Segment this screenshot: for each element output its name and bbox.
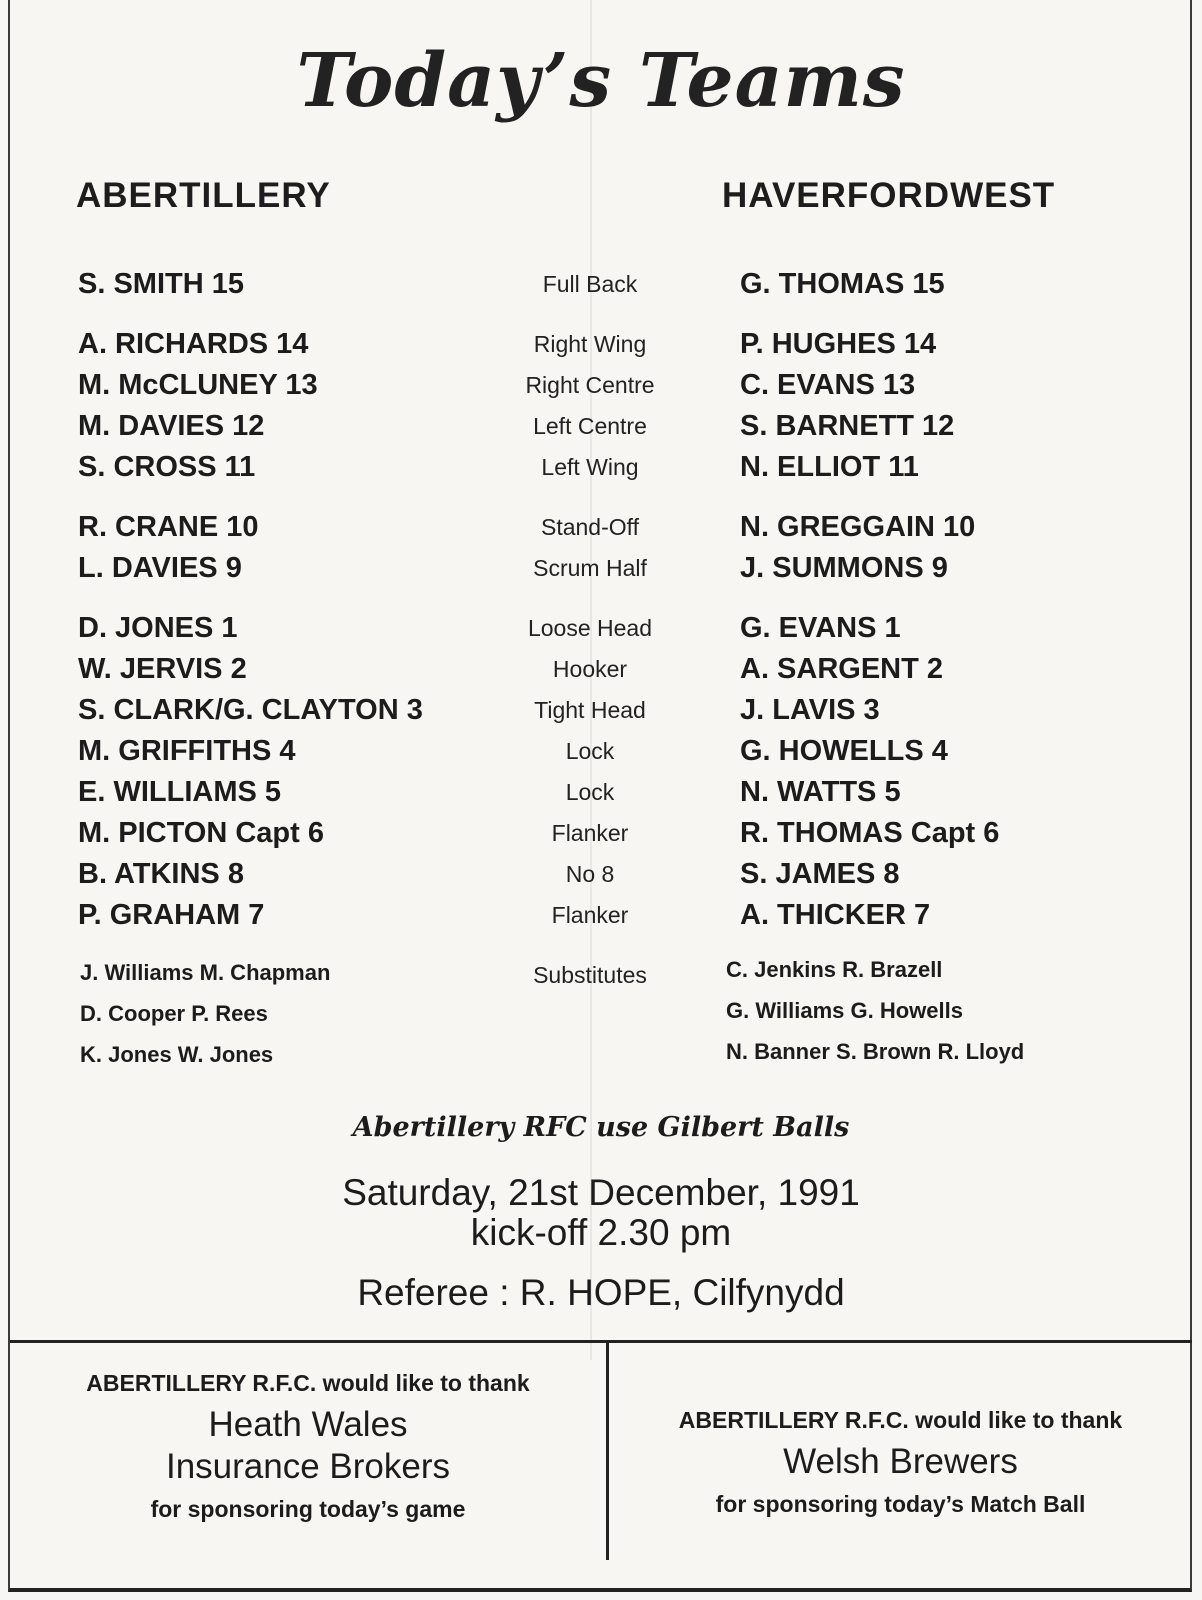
away-player: N. WATTS 5 (740, 776, 901, 808)
position-label: Flanker (551, 902, 629, 928)
sponsor-name: Insurance Brokers (165, 1447, 451, 1486)
lineup-row (0, 895, 1202, 935)
away-player: C. EVANS 13 (740, 369, 916, 401)
lineup-row (0, 854, 1202, 894)
home-player: W. JERVIS 2 (78, 653, 247, 685)
position-label: Stand-Off (540, 514, 640, 540)
lineup-row (0, 548, 1202, 588)
position-label: No 8 (565, 861, 615, 887)
home-player: S. CLARK/G. CLAYTON 3 (78, 694, 423, 726)
home-player: S. SMITH 15 (78, 268, 244, 300)
away-player: R. THOMAS Capt 6 (740, 817, 1000, 849)
home-player: L. DAVIES 9 (78, 552, 242, 584)
lineup-row (0, 365, 1202, 405)
lineup-row (0, 507, 1202, 547)
away-player: N. GREGGAIN 10 (740, 511, 976, 543)
away-substitutes: G. Williams G. Howells (726, 998, 963, 1023)
position-label: Hooker (552, 656, 628, 682)
away-player: S. BARNETT 12 (740, 410, 955, 442)
substitutes-label: Substitutes (533, 962, 647, 988)
home-player: E. WILLIAMS 5 (78, 776, 281, 808)
away-substitutes: C. Jenkins R. Brazell (726, 957, 943, 982)
away-team-heading: HAVERFORDWEST (722, 176, 1056, 215)
position-label: Loose Head (527, 615, 653, 641)
home-player: M. GRIFFITHS 4 (78, 735, 296, 767)
position-label: Right Wing (533, 331, 647, 357)
home-player: P. GRAHAM 7 (78, 899, 265, 931)
referee: Referee : R. HOPE, Cilfynydd (357, 1272, 845, 1313)
away-player: S. JAMES 8 (740, 858, 900, 890)
home-player: D. JONES 1 (78, 612, 238, 644)
away-player: J. SUMMONS 9 (740, 552, 948, 584)
position-label: Full Back (542, 271, 638, 297)
lineup-row (0, 264, 1202, 304)
home-player: R. CRANE 10 (78, 511, 259, 543)
position-label: Scrum Half (533, 555, 647, 581)
sponsor-name: Welsh Brewers (783, 1442, 1018, 1481)
match-date: Saturday, 21st December, 1991 (342, 1172, 860, 1213)
sponsor-thanks: ABERTILLERY R.F.C. would like to thank (678, 1407, 1123, 1433)
lineup-row (0, 324, 1202, 364)
away-substitutes: N. Banner S. Brown R. Lloyd (726, 1039, 1025, 1064)
home-player: B. ATKINS 8 (78, 858, 244, 890)
away-player: G. THOMAS 15 (740, 268, 945, 300)
away-player: P. HUGHES 14 (740, 328, 937, 360)
home-substitutes: J. Williams M. Chapman (80, 960, 331, 985)
position-label: Lock (565, 738, 615, 764)
home-substitutes: K. Jones W. Jones (80, 1042, 274, 1067)
page-title: Today’s Teams (296, 38, 906, 124)
home-player: M. PICTON Capt 6 (78, 817, 324, 849)
position-label: Tight Head (534, 697, 646, 723)
home-substitutes: D. Cooper P. Rees (80, 1001, 268, 1026)
away-player: A. THICKER 7 (740, 899, 931, 931)
home-player: M. DAVIES 12 (78, 410, 265, 442)
sponsor-purpose: for sponsoring today’s Match Ball (715, 1491, 1086, 1517)
kickoff-time: kick-off 2.30 pm (470, 1212, 732, 1253)
away-player: J. LAVIS 3 (740, 694, 880, 726)
away-player: N. ELLIOT 11 (740, 451, 919, 483)
lineup-row (0, 447, 1202, 487)
lineup-row (0, 731, 1202, 771)
position-label: Flanker (551, 820, 629, 846)
position-label: Lock (565, 779, 615, 805)
sponsor-purpose: for sponsoring today’s game (150, 1496, 466, 1522)
sponsor-name: Heath Wales (208, 1405, 408, 1444)
home-player: A. RICHARDS 14 (78, 328, 309, 360)
ball-note: Abertillery RFC use Gilbert Balls (352, 1112, 850, 1143)
position-label: Left Wing (541, 454, 639, 480)
sponsor-box-ball (609, 1405, 1192, 1519)
position-label: Left Centre (533, 413, 647, 439)
lineup-row (0, 813, 1202, 853)
home-team-heading: ABERTILLERY (76, 176, 331, 215)
lineup-row (0, 772, 1202, 812)
lineup-row (0, 406, 1202, 446)
away-player: G. HOWELLS 4 (740, 735, 948, 767)
away-player: A. SARGENT 2 (740, 653, 944, 685)
position-label: Right Centre (525, 372, 655, 398)
divider (10, 1340, 1192, 1343)
lineup-row (0, 608, 1202, 648)
lineup-row (0, 690, 1202, 730)
sponsor-box-game (10, 1368, 606, 1524)
home-player: S. CROSS 11 (78, 451, 256, 483)
home-player: M. McCLUNEY 13 (78, 369, 318, 401)
away-player: G. EVANS 1 (740, 612, 901, 644)
sponsor-thanks: ABERTILLERY R.F.C. would like to thank (86, 1370, 530, 1396)
lineup-row (0, 649, 1202, 689)
